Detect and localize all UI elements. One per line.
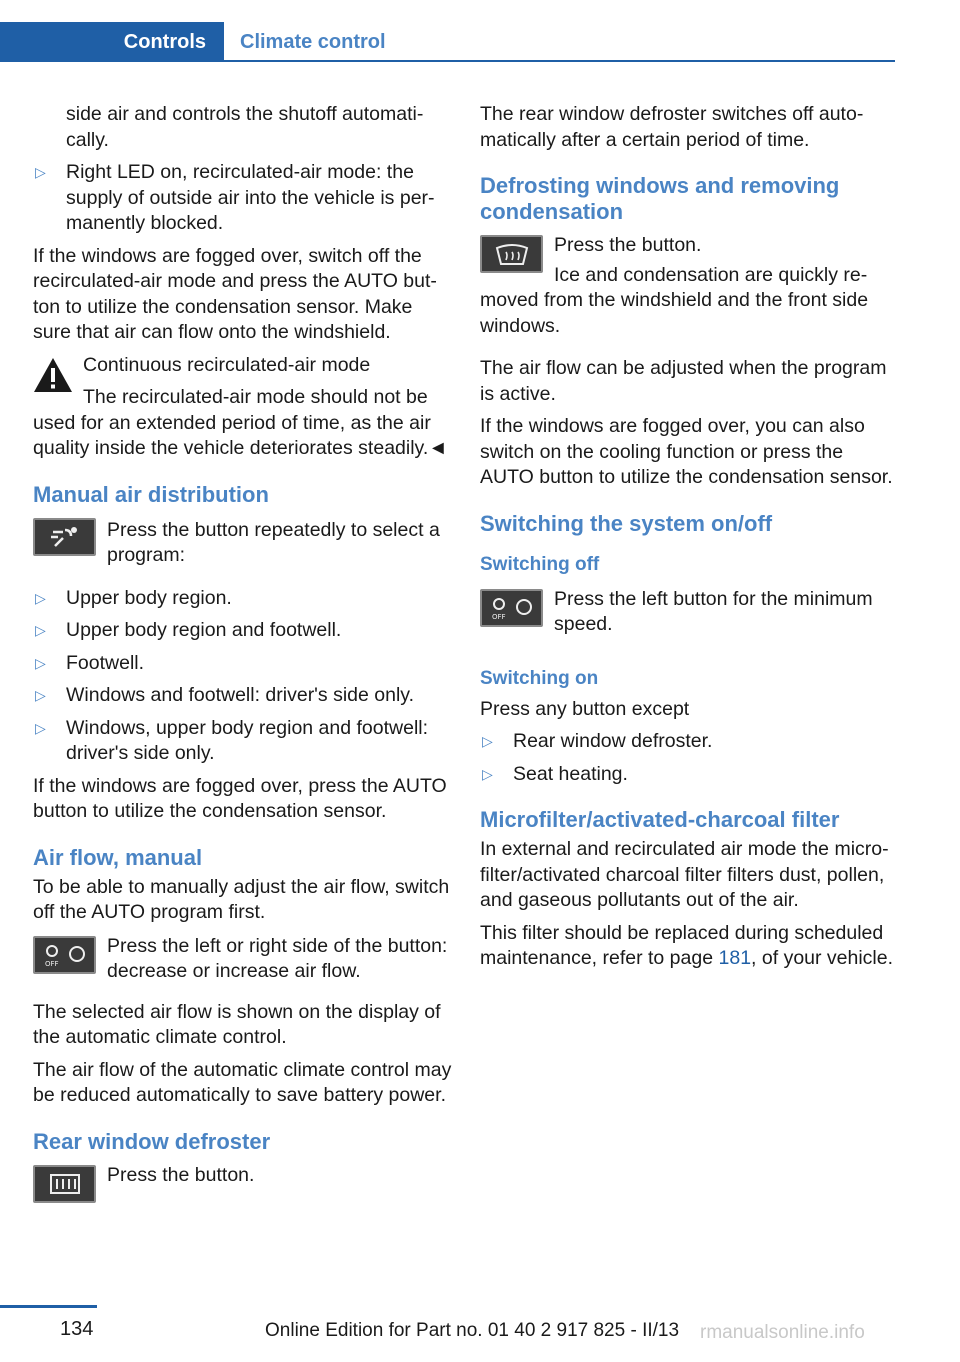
continued-text: side air and controls the shutoff automati-cally. bbox=[66, 103, 424, 151]
warning-note bbox=[33, 353, 453, 462]
windshield-defrost-button-icon bbox=[480, 235, 543, 273]
page-reference-link[interactable]: 181 bbox=[718, 947, 752, 969]
button-description-continued: Ice and condensation are quickly re-moved from the windshield and the front side windows. bbox=[480, 263, 869, 337]
except-item: ▷ Rear window defroster. bbox=[480, 729, 900, 755]
page-number: 134 bbox=[60, 1318, 94, 1340]
bullet-triangle-icon: ▷ bbox=[35, 654, 46, 671]
program-item: ▷ Upper body region and footwell. bbox=[33, 618, 453, 644]
svg-text:OFF: OFF bbox=[491, 612, 506, 621]
program-item: ▷ Windows, upper body region and footwell: driver's side only. bbox=[35, 716, 429, 764]
program-item: ▷ Upper body region. bbox=[33, 586, 453, 612]
button-note bbox=[480, 587, 900, 638]
svg-text:OFF: OFF bbox=[44, 959, 59, 968]
paragraph: The air flow of the automatic climate control may be reduced automatically to save battery power. bbox=[33, 1058, 452, 1106]
paragraph: If the windows are fogged over, you can also switch on the cooling function or press the AUTO button to utilize the condensation sensor. bbox=[480, 415, 893, 488]
heading-defrosting-windows: Defrosting windows and removing condensation bbox=[480, 173, 840, 224]
heading-switching-off: Switching off bbox=[480, 553, 600, 575]
heading-switching-on: Switching on bbox=[480, 667, 599, 689]
heading-switching-system: Switching the system on/off bbox=[480, 510, 773, 536]
heading-air-flow-manual: Air flow, manual bbox=[33, 844, 203, 870]
button-description: Press the button. bbox=[554, 234, 702, 256]
fan-button-icon bbox=[480, 589, 543, 627]
button-description: Press the left or right side of the button: decrease or increase air flow. bbox=[107, 934, 448, 982]
warning-triangle-icon bbox=[33, 357, 73, 393]
button-note bbox=[33, 516, 453, 569]
except-item: ▷ Seat heating. bbox=[480, 762, 900, 788]
paragraph: If the windows are fogged over, press the AUTO button to utilize the condensation sensor. bbox=[33, 774, 447, 822]
left-column bbox=[33, 102, 453, 1210]
button-description: Press the button. bbox=[107, 1163, 255, 1186]
paragraph: The selected air flow is shown on the display of the automatic climate control. bbox=[33, 1000, 441, 1048]
paragraph: To be able to manually adjust the air flow, switch off the AUTO program first. bbox=[33, 875, 450, 923]
fan-button-icon bbox=[33, 936, 96, 974]
button-description: Press the left button for the minimum speed. bbox=[554, 587, 873, 635]
warning-text: The recirculated-air mode should not be used for an extended period of time, as the air quality inside the vehicle deteriorates steadily.◄ bbox=[33, 386, 448, 459]
button-note bbox=[480, 233, 900, 339]
heading-manual-air-distribution: Manual air distribution bbox=[33, 481, 269, 507]
paragraph: The rear window defroster switches off auto-matically after a certain period of time. bbox=[480, 103, 864, 151]
paragraph: In external and recirculated air mode the micro-filter/activated charcoal filter filters dust, pollen, and gaseous pollutants out of the air. bbox=[480, 838, 889, 911]
bullet-triangle-icon: ▷ bbox=[35, 687, 46, 703]
right-column bbox=[480, 102, 900, 979]
chapter-tab: Climate control bbox=[240, 30, 386, 53]
bullet-triangle-icon: ▷ bbox=[35, 622, 46, 638]
paragraph: If the windows are fogged over, switch off the recirculated-air mode and press the AUTO but-ton to utilize the condensation sensor. Make sure that air can flow onto the windshield. bbox=[33, 244, 437, 343]
paragraph: This filter should be replaced during scheduled maintenance, refer to page 181, of your vehicle. bbox=[480, 921, 894, 969]
footer-rule bbox=[0, 1305, 97, 1308]
section-tab: Controls bbox=[0, 22, 224, 62]
bullet-triangle-icon: ▷ bbox=[482, 733, 493, 749]
button-note bbox=[33, 1163, 453, 1203]
button-note bbox=[33, 934, 453, 985]
header-rule bbox=[0, 60, 895, 62]
program-item: ▷ Footwell. bbox=[33, 651, 453, 677]
watermark: rmanualsonline.info bbox=[700, 1322, 865, 1343]
heading-microfilter: Microfilter/activated-charcoal filter bbox=[480, 807, 840, 832]
bullet-text: Right LED on, recirculated-air mode: the supply of outside air into the vehicle is per-manently blocked. bbox=[66, 161, 435, 234]
bullet-triangle-icon: ▷ bbox=[35, 164, 46, 180]
air-distribution-button-icon bbox=[33, 518, 96, 556]
bullet-triangle-icon: ▷ bbox=[482, 765, 493, 782]
paragraph: The air flow can be adjusted when the program is active. bbox=[480, 357, 887, 405]
rear-defroster-button-icon bbox=[33, 1165, 96, 1203]
button-description: Press the button repeatedly to select a program: bbox=[107, 518, 440, 566]
paragraph: Press any button except bbox=[480, 697, 690, 720]
heading-rear-window-defroster: Rear window defroster bbox=[33, 1128, 271, 1154]
bullet-triangle-icon: ▷ bbox=[35, 719, 46, 736]
warning-title: Continuous recirculated-air mode bbox=[83, 353, 371, 376]
bullet-item bbox=[33, 160, 453, 237]
page-header bbox=[0, 22, 895, 62]
edition-note: Online Edition for Part no. 01 40 2 917 825 - II/13 bbox=[265, 1320, 680, 1341]
program-item: ▷ Windows and footwell: driver's side only. bbox=[33, 683, 453, 709]
bullet-triangle-icon: ▷ bbox=[35, 589, 46, 606]
